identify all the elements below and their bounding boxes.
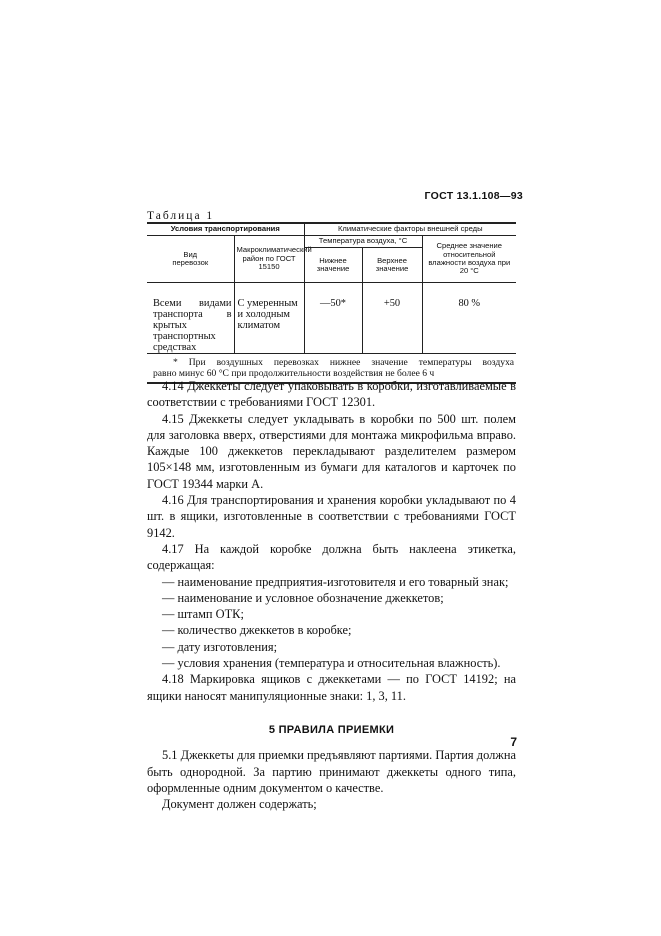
paragraph-document: Документ должен содержать; — [162, 797, 317, 812]
header-lower-value: Нижнее значение — [304, 248, 362, 283]
list-item: — штамп ОТК; — [162, 607, 244, 622]
list-item: — дату изготовления; — [162, 639, 278, 654]
header-climate-factors: Климатические факторы внешней среды — [304, 223, 516, 236]
table-row — [147, 283, 516, 354]
cell-upper-temp: +50 — [362, 283, 422, 354]
list-item: — наименование предприятия-изготовителя и его товарный знак; — [162, 574, 509, 589]
footnote-line-2: равно минус 60 °С при продолжительности воздействия не более 6 ч — [153, 367, 435, 379]
main-text — [147, 378, 516, 812]
header-macroclimate-region: Макроклиматический район по ГОСТ 15150 — [234, 236, 304, 283]
cell-transport-type: Всеми видами транспорта в крытых транспортных средствах — [147, 283, 234, 354]
paragraph-4-15: 4.15 Джеккеты следует укладывать в коробки по 500 шт. полем для заголовка вверх, отверстиями для монтажа микрофильма вправо. Каждые 100 джеккетов перекладывают разделителем размером 105×148 мм, изготовленным из бумаги для каталогов и карточек по ГОСТ 19344 марки А. — [147, 411, 516, 491]
paragraph-4-18: 4.18 Маркировка ящиков с джеккетами — по ГОСТ 14192; на ящики наносят манипуляционные знаки: 1, 3, 11. — [147, 672, 516, 703]
paragraph-4-14: 4.14 Джеккеты следует упаковывать в коробки, изготавливаемые в соответствии с требованиями ГОСТ 12301. — [147, 379, 516, 410]
document-header: ГОСТ 13.1.108—93 — [424, 190, 523, 202]
cell-humidity: 80 % — [458, 298, 481, 309]
cell-region: С умеренным и холодным климатом — [234, 283, 304, 354]
section-title: 5 ПРАВИЛА ПРИЕМКИ — [268, 723, 395, 736]
header-air-temperature: Температура воздуха, °С — [304, 236, 422, 248]
header-humidity: Среднее значение относительной влажности воздуха при 20 °С — [422, 236, 516, 283]
table-caption: Таблица 1 — [147, 210, 215, 222]
list-item: — количество джеккетов в коробке; — [162, 623, 352, 638]
climate-table — [147, 222, 516, 384]
paragraph-4-17: 4.17 На каждой коробке должна быть наклеена этикетка, содержащая: — [147, 541, 516, 573]
footnote-line-1: * При воздушных перевозках нижнее значение температуры воздуха — [173, 357, 515, 368]
page-number: 7 — [510, 735, 517, 749]
list-item: — наименование и условное обозначение джеккетов; — [162, 590, 444, 605]
paragraph-5-1: 5.1 Джеккеты для приемки предъявляют партиями. Партия должна быть однородной. За партию принимают джеккеты одного типа, оформленные одним документом о качестве. — [147, 748, 516, 795]
header-transport-type: Вид перевозок — [147, 236, 234, 283]
list-item: — условия хранения (температура и относительная влажность). — [162, 656, 501, 671]
paragraph-4-16: 4.16 Для транспортирования и хранения коробки укладывают по 4 шт. в ящики, изготовленные в соответствии с требованиями ГОСТ 9142. — [147, 493, 516, 540]
header-transport-conditions: Условия транспортирования — [147, 223, 304, 236]
header-upper-value: Верхнее значение — [362, 248, 422, 283]
cell-lower-temp: —50* — [304, 283, 362, 354]
